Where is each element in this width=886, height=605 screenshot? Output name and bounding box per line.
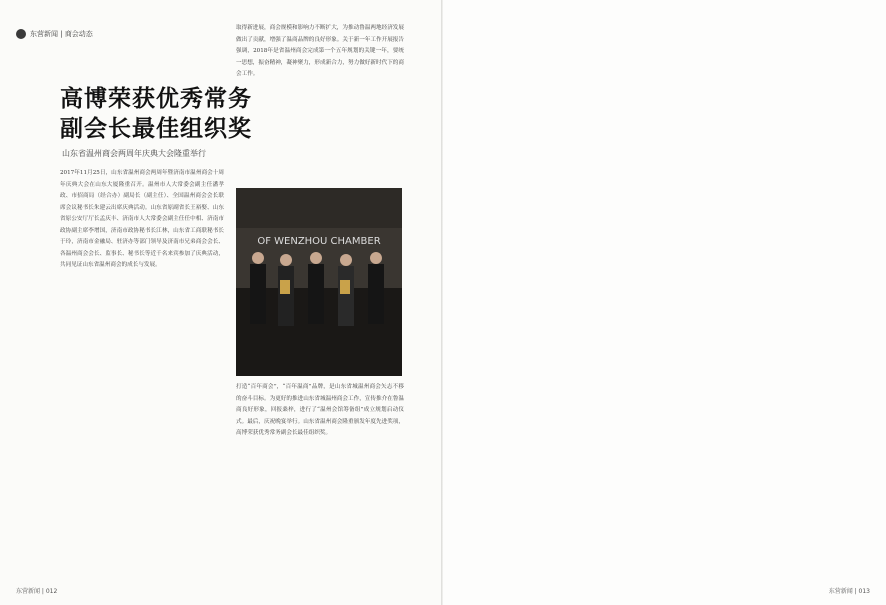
award-photo-graphic	[236, 188, 402, 376]
left-article-column-1: 2017年11月25日，山东省温州商会两周年暨济南市温州商会十周年庆典大会在山东大厦隆重召开。温州市人大常委会副主任潘孝政、市招商局（经合办）副局长（副主任）、全国温州商会会长联席会议秘书长朱建云出席庆典活动。山东省原副省长王裕娶、山东省原公安厅厅长孟庆丰、济南市人大常委会副主任任中相、济南市政协副主席李增国，济南市政协秘书长江林，山东省工商联秘书长于玲，济南市金融局、驻济办等部门领导及济南市兄弟商会会长、各温州商会会长、监事长、秘书长等近千名来宾参加了庆典活动，共同见证山东省温州商会的成长与发展。	[60, 170, 224, 268]
left-title-line1: 高博荣获优秀常务	[60, 86, 252, 112]
left-article-title	[60, 84, 252, 144]
right-page	[443, 0, 886, 605]
left-article-subtitle: 山东省温州商会两周年庆典大会隆重举行	[62, 149, 206, 158]
left-title-line2: 副会长最佳组织奖	[60, 116, 252, 142]
running-head-section: 商会动态	[64, 30, 93, 38]
running-head-magazine: 东营新闻	[30, 30, 58, 38]
left-article-column-2: 取得新进展，商会规模和影响力不断扩大，为推动鲁温两地经济发展做出了贡献，增强了温商品牌的良好形象。关于新一年工作开展报告强调，2018年是省温州商会完成第一个五年规划的关键一年，要统一思想，振奋精神，凝神聚力，形成新合力，努力做好新时代下的商会工作。	[236, 25, 404, 77]
right-folio: 东营新闻 | 013	[828, 588, 870, 595]
award-ceremony-photo	[236, 188, 402, 376]
left-folio: 东营新闻 | 012	[16, 588, 58, 595]
magazine-logo-icon	[16, 29, 26, 39]
award-banner-text: OF WENZHOU CHAMBER	[257, 236, 381, 247]
left-article-column-3: 打造“百年商会”，“百年温商”品牌，是山东省城温州商会矢志不移的奋斗目标。为更好的推进山东省城温州商会工作，宣传推介在鲁温商良好形象，回报桑梓，进行了“温州会馆筹备组”成立规划启动仪式。最后，庆祝晚宴举行。山东省温州商会隆重颁发年度先进奖项，高博荣获优秀常务副会长最佳组织奖。	[236, 384, 404, 436]
running-head: 东营新闻 | 商会动态	[16, 27, 93, 41]
